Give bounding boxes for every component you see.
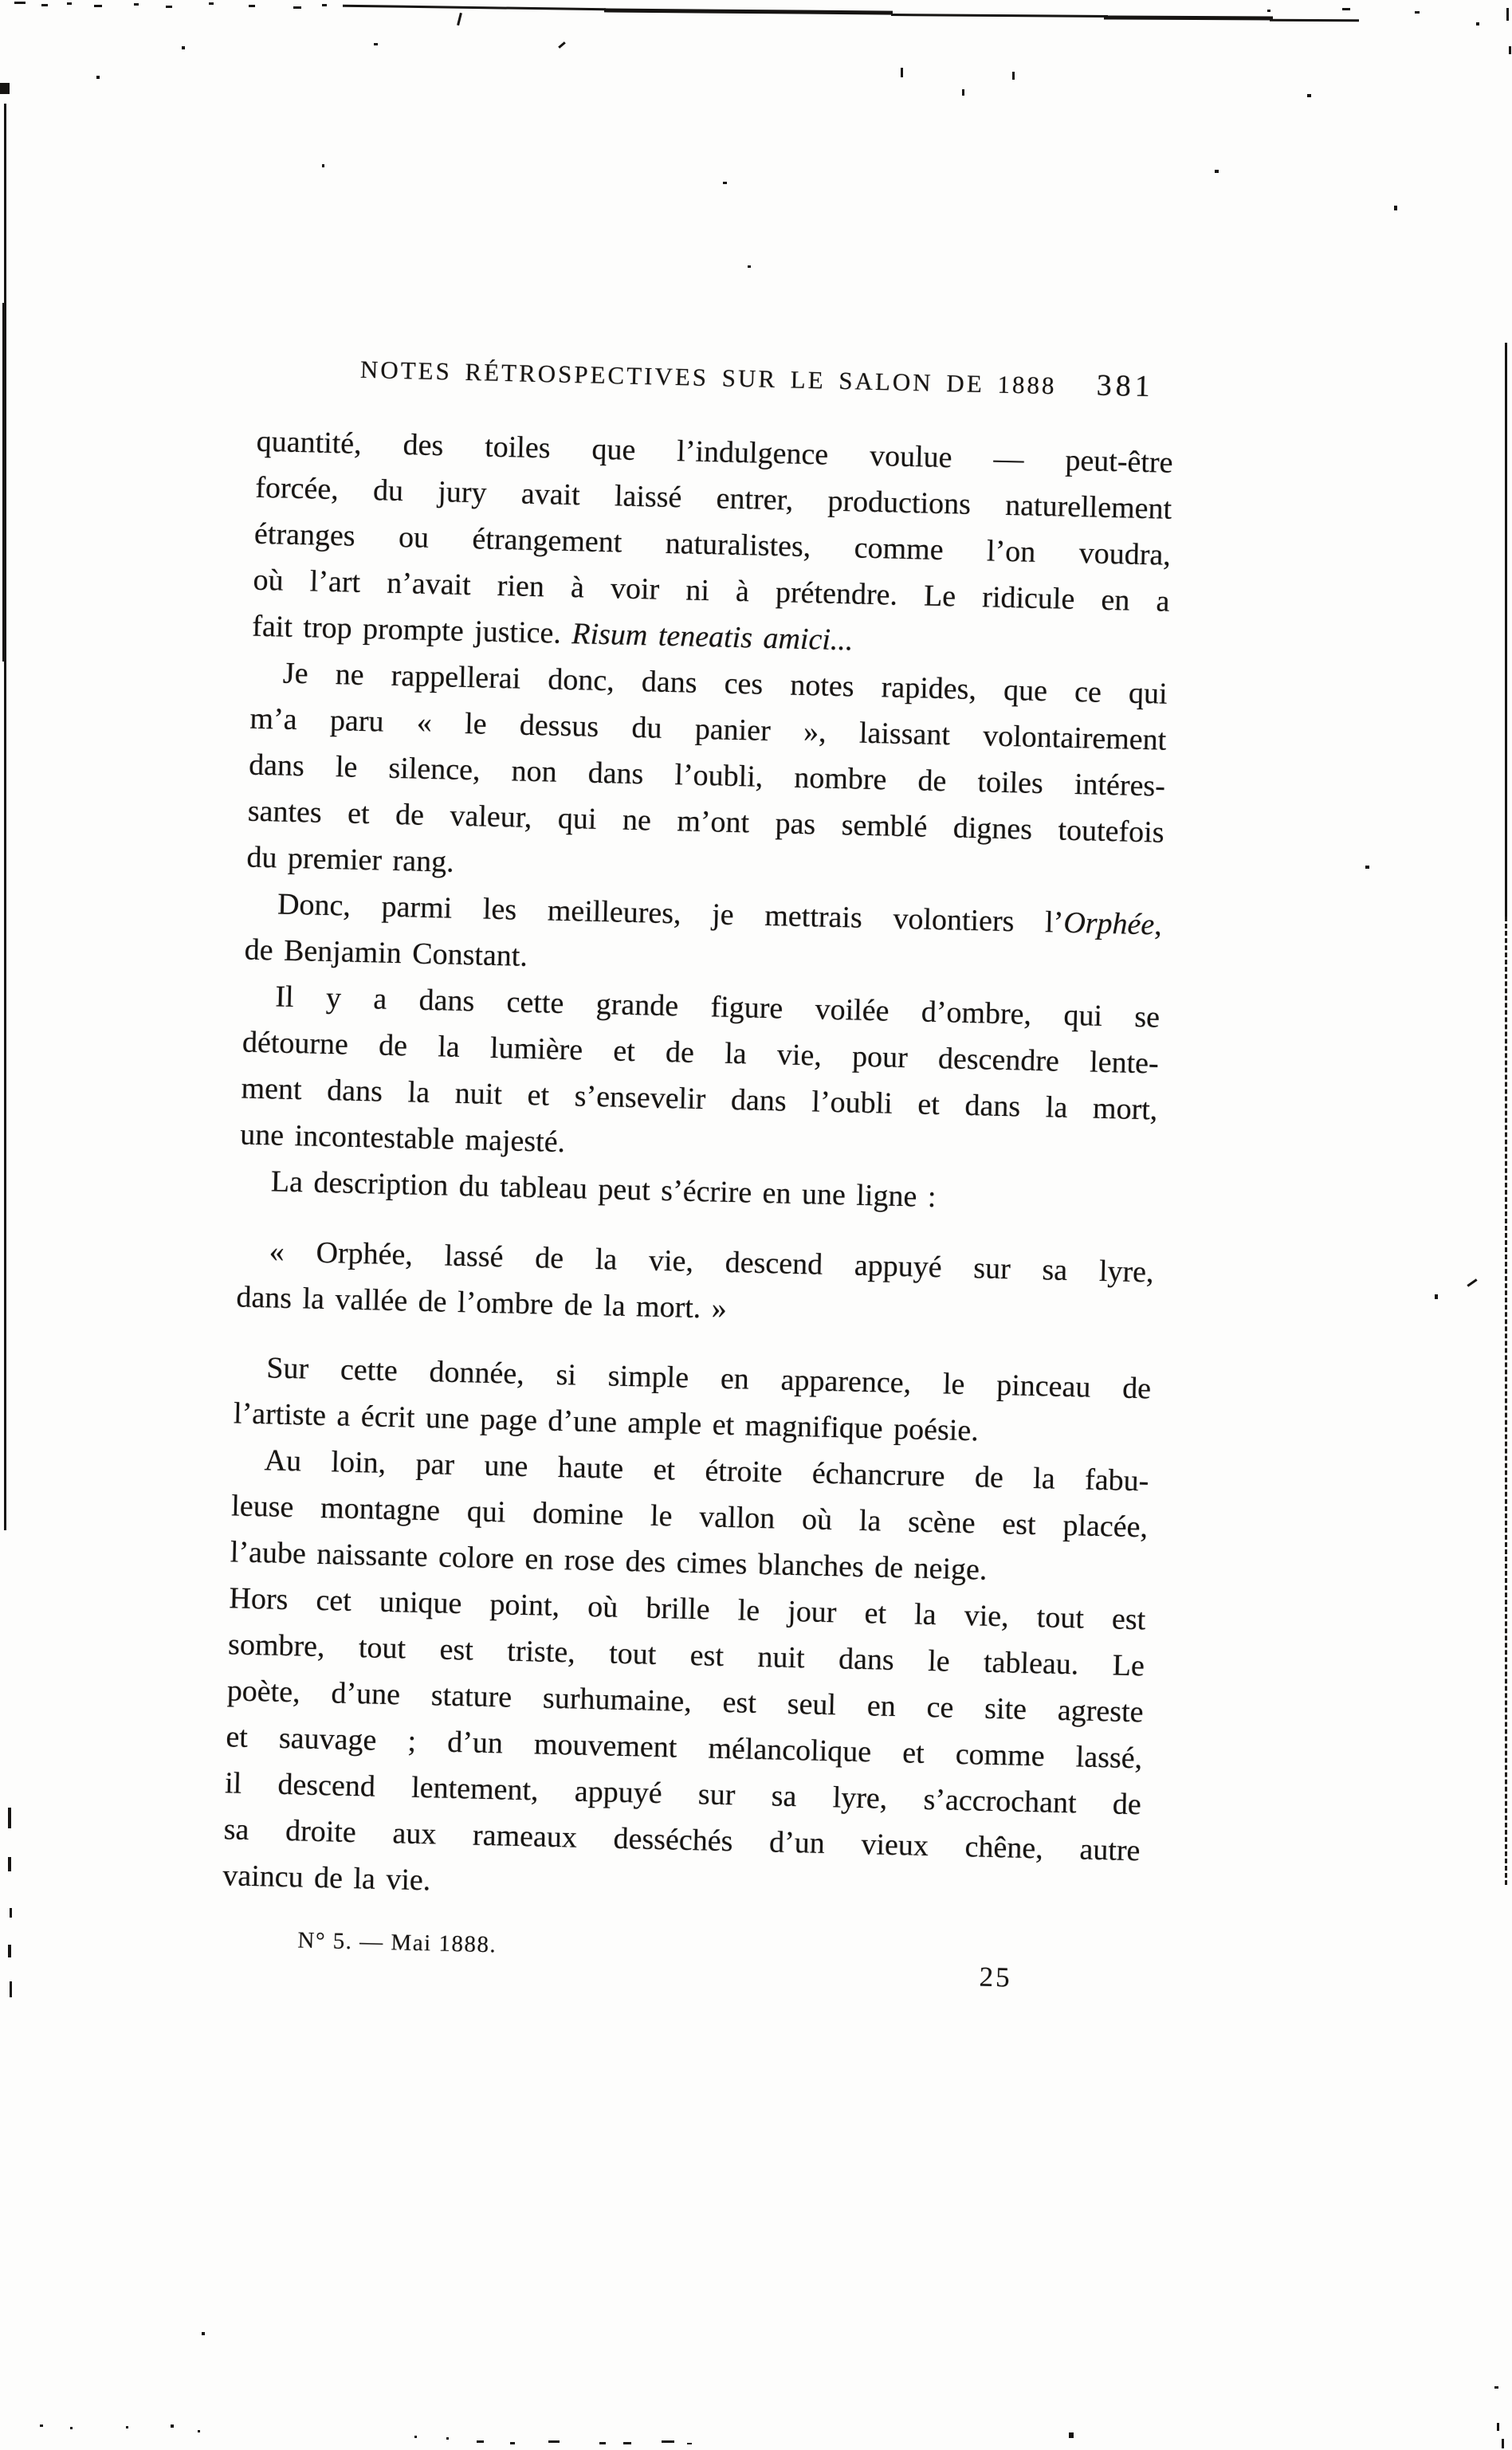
- running-header-title: NOTES RÉTROSPECTIVES SUR LE SALON DE 1888: [359, 355, 1057, 400]
- page-content: [220, 348, 1175, 2020]
- text-segment: l’artiste a écrit une page d’une ample et magnifique poésie.: [233, 1396, 980, 1448]
- scan-speck: [1506, 8, 1509, 21]
- text-segment: Je ne rappellerai donc, dans ces notes rapides, que ce qui: [282, 656, 1168, 711]
- scan-edge-line: [1505, 917, 1507, 1885]
- paragraph: [222, 1575, 1146, 1920]
- scan-speck: [457, 13, 462, 26]
- text-segment: sombre, tout est triste, tout est nuit dans le tableau. Le: [227, 1627, 1145, 1683]
- scan-speck: [1415, 11, 1420, 14]
- scan-speck: [322, 164, 324, 167]
- block-quote: [236, 1227, 1154, 1341]
- text-segment: poète, d’une stature surhumaine, est seul en ce site agreste: [226, 1674, 1145, 1730]
- scan-speck: [748, 265, 751, 268]
- scan-speck: [1342, 8, 1350, 10]
- text-segment: dans le silence, non dans l’oubli, nombre de toiles intéres-: [248, 748, 1166, 803]
- scan-speck: [1012, 72, 1015, 80]
- text-segment: ,: [1153, 908, 1163, 942]
- text-segment: ment dans la nuit et s’ensevelir dans l’oubli et dans la mort,: [241, 1071, 1158, 1127]
- text-segment: fait trop prompte justice.: [251, 609, 572, 651]
- scan-speck: [134, 3, 139, 6]
- text-segment: m’a paru « le dessus du panier », laissant volontairement: [249, 701, 1167, 757]
- italic-text: Risum teneatis amici...: [571, 617, 854, 658]
- scan-speck: [374, 43, 378, 45]
- scan-speck: [70, 2427, 73, 2429]
- scan-speck: [249, 5, 255, 7]
- scan-speck: [126, 2426, 128, 2428]
- scan-speck: [599, 2442, 606, 2444]
- scan-speck: [891, 14, 1108, 18]
- text-segment: et sauvage ; d’un mouvement mélancolique et comme lassé,: [225, 1720, 1143, 1776]
- scan-speck: [10, 1981, 12, 1997]
- scan-speck: [96, 76, 100, 79]
- text-segment: santes et de valeur, qui ne m’ont pas semblé dignes toutefois: [247, 794, 1165, 850]
- scan-speck: [10, 1908, 12, 1918]
- paragraph: [240, 973, 1161, 1180]
- scan-speck: [1394, 206, 1397, 210]
- text-segment: sa droite aux rameaux desséchés d’un vieux chêne, autre: [223, 1812, 1141, 1868]
- text-segment: Au loin, par une haute et étroite échancrure de la fabu-: [264, 1443, 1149, 1498]
- scan-speck: [1505, 343, 1507, 917]
- scan-speck: [198, 2430, 200, 2432]
- issue-imprint: N° 5. — Mai 1888.: [297, 1927, 497, 1958]
- scan-speck: [477, 2440, 484, 2443]
- scan-speck: [1069, 2432, 1074, 2438]
- text-segment: La description du tableau peut s’écrire en une ligne :: [270, 1164, 937, 1215]
- text-segment: leuse montagne qui domine le vallon où la scène est placée,: [230, 1489, 1149, 1545]
- scan-speck: [322, 4, 327, 6]
- scan-speck: [1104, 15, 1273, 20]
- scan-speck: [2, 303, 6, 662]
- paragraph: [230, 1436, 1149, 1596]
- scan-speck: [1307, 94, 1311, 97]
- scan-speck: [1467, 1278, 1477, 1286]
- scan-speck: [962, 89, 964, 96]
- scan-speck: [166, 6, 172, 8]
- scan-speck: [604, 8, 893, 14]
- text-segment: détourne de la lumière et de la vie, pour descendre lente-: [242, 1025, 1160, 1081]
- text-segment: du premier rang.: [245, 840, 455, 879]
- scan-speck: [662, 2440, 674, 2443]
- scan-speck: [14, 2, 26, 4]
- scan-speck: [8, 1808, 11, 1828]
- text-segment: vaincu de la vie.: [222, 1859, 431, 1898]
- scan-speck: [1365, 866, 1369, 869]
- scan-speck: [343, 5, 606, 11]
- scan-speck: [1435, 1294, 1438, 1299]
- scan-speck: [1476, 22, 1479, 26]
- text-body: [222, 418, 1173, 1921]
- scan-speck: [623, 2442, 631, 2444]
- scan-speck: [8, 1945, 11, 1957]
- text-segment: où l’art n’avait rien à voir ni à prétendre. Le ridicule en a: [253, 563, 1170, 618]
- text-segment: Hors cet unique point, où brille le jour et la vie, tout est: [229, 1581, 1146, 1637]
- scan-speck: [171, 2424, 174, 2428]
- scan-speck: [1509, 46, 1511, 54]
- scan-speck: [1267, 10, 1270, 12]
- text-segment: dans la vallée de l’ombre de la mort. »: [235, 1280, 728, 1325]
- text-segment: forcée, du jury avait laissé entrer, productions naturellement: [254, 470, 1172, 526]
- text-segment: « Orphée, lassé de la vie, descend appuyé sur sa lyre,: [269, 1235, 1155, 1290]
- scan-speck: [41, 4, 48, 6]
- scan-speck: [510, 2442, 515, 2444]
- scan-speck: [209, 2, 214, 5]
- text-segment: une incontestable majesté.: [239, 1117, 566, 1160]
- scan-speck: [687, 2443, 692, 2444]
- running-header: [258, 348, 1176, 405]
- scan-speck: [67, 2, 72, 5]
- scan-speck: [94, 5, 102, 7]
- scan-speck: [8, 1857, 11, 1871]
- scan-speck: [558, 41, 566, 49]
- text-segment: quantité, des toiles que l’indulgence voulue — peut-être: [256, 424, 1173, 480]
- scan-speck: [0, 83, 10, 94]
- scan-speck: [40, 2424, 43, 2427]
- scan-speck: [548, 2440, 560, 2443]
- scan-speck: [1270, 19, 1359, 22]
- text-segment: il descend lentement, appuyé sur sa lyre, s’accrochant de: [224, 1766, 1142, 1822]
- scan-speck: [901, 68, 903, 77]
- text-segment: l’aube naissante colore en rose des cimes blanches de neige.: [230, 1535, 988, 1587]
- text-segment: Il y a dans cette grande figure voilée d’ombre, qui se: [274, 980, 1161, 1035]
- scan-speck: [1494, 2386, 1498, 2389]
- paragraph: [246, 650, 1168, 902]
- scan-speck: [1215, 170, 1219, 173]
- scan-speck: [723, 182, 727, 184]
- scan-speck: [1497, 2423, 1499, 2431]
- scan-speck: [202, 2332, 205, 2335]
- text-segment: Sur cette donnée, si simple en apparence, le pinceau de: [265, 1351, 1152, 1406]
- page-footer: [220, 1926, 1138, 2019]
- scan-speck: [1502, 2439, 1504, 2448]
- italic-text: Orphée: [1062, 905, 1155, 942]
- paragraph: [252, 418, 1174, 671]
- text-segment: étranges ou étrangement naturalistes, comme l’on voudra,: [253, 516, 1172, 572]
- text-segment: de Benjamin Constant.: [244, 932, 528, 973]
- scan-speck: [182, 46, 185, 49]
- text-segment: Donc, parmi les meilleures, je mettrais volontiers l’: [277, 887, 1064, 940]
- scan-speck: [293, 6, 301, 9]
- scan-speck: [446, 2437, 449, 2440]
- scan-speck: [414, 2436, 417, 2438]
- signature-number: 25: [979, 1961, 1013, 1993]
- page-number: 381: [1096, 368, 1155, 404]
